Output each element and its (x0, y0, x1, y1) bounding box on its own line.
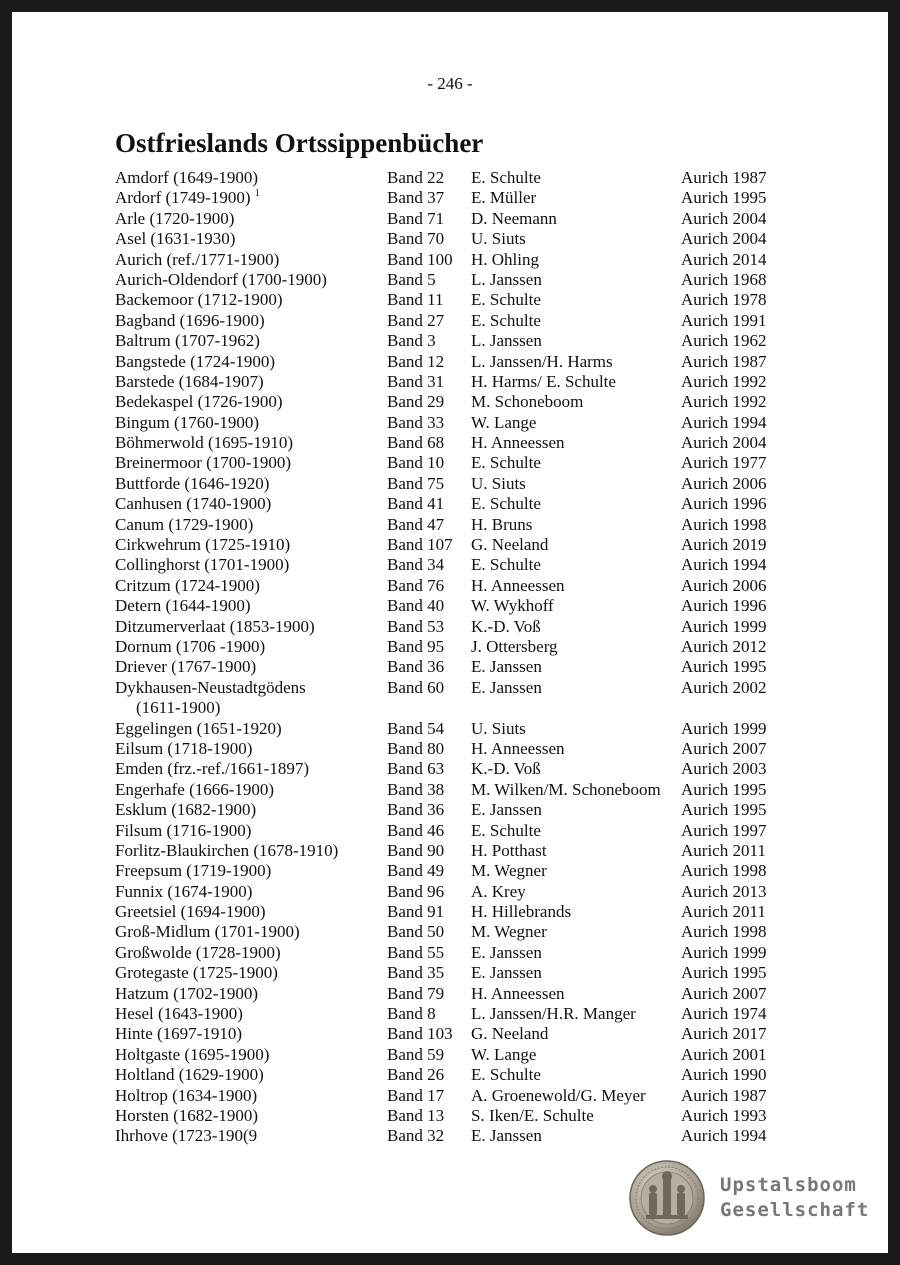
entry-publication: Aurich 1992 (681, 371, 767, 391)
entry-publication: Aurich 1977 (681, 453, 767, 473)
list-item (115, 1045, 795, 1065)
entry-band: Band 53 (387, 616, 445, 636)
entry-publication: Aurich 1994 (681, 412, 767, 432)
page-number: - 246 - (427, 74, 473, 93)
entry-place-text: Emden (frz.-ref./1661-1897) (115, 759, 310, 779)
list-item (115, 861, 795, 881)
list-item (115, 922, 795, 942)
list-item (115, 209, 795, 229)
entry-place-text: Buttforde (1646-1920) (115, 473, 270, 493)
logo-line-1: Upstalsboom (720, 1174, 857, 1196)
entry-publication: Aurich 1996 (681, 596, 767, 616)
entry-place-text: Filsum (1716-1900) (115, 820, 252, 840)
entry-author: D. Neemann (471, 208, 557, 228)
entry-band: Band 41 (387, 494, 445, 514)
entry-place (115, 800, 385, 820)
entry-band: Band 100 (387, 249, 453, 269)
entry-band: Band 59 (387, 1044, 445, 1064)
entry-author: L. Janssen/H. Harms (471, 351, 613, 371)
entry-place-text: Aurich-Oldendorf (1700-1900) (115, 269, 327, 289)
entry-band: Band 12 (387, 351, 445, 371)
entry-author: E. Janssen (471, 677, 542, 697)
entry-place-text: Grotegaste (1725-1900) (115, 963, 278, 983)
entry-place-text: Holtrop (1634-1900) (115, 1085, 258, 1105)
entry-place-text: Eilsum (1718-1900) (115, 738, 253, 758)
entry-band: Band 79 (387, 983, 445, 1003)
entry-place (115, 719, 385, 739)
entry-band: Band 36 (387, 657, 445, 677)
entry-place (115, 229, 385, 249)
entry-publication: Aurich 2017 (681, 1024, 767, 1044)
entry-band: Band 49 (387, 861, 445, 881)
entry-place-text: Horsten (1682-1900) (115, 1105, 259, 1125)
entry-band: Band 10 (387, 453, 445, 473)
entry-author: E. Janssen (471, 800, 542, 820)
entry-publication: Aurich 1987 (681, 351, 767, 371)
list-item (115, 739, 795, 759)
entry-band: Band 37 (387, 188, 445, 208)
entry-place-text: Hesel (1643-1900) (115, 1004, 243, 1024)
entry-place (115, 433, 385, 453)
entry-band: Band 3 (387, 331, 436, 351)
entry-publication: Aurich 1999 (681, 718, 767, 738)
entry-place (115, 1065, 385, 1085)
list-item (115, 1126, 795, 1146)
entry-band: Band 32 (387, 1126, 445, 1146)
entry-author: H. Anneessen (471, 983, 565, 1003)
entry-publication: Aurich 1995 (681, 779, 767, 799)
entry-band: Band 27 (387, 310, 445, 330)
entry-publication: Aurich 2001 (681, 1044, 767, 1064)
entry-publication: Aurich 2003 (681, 759, 767, 779)
entry-author: M. Wilken/M. Schoneboom (471, 779, 661, 799)
entry-publication: Aurich 2004 (681, 433, 767, 453)
entry-author: U. Siuts (471, 473, 526, 493)
entry-place-text: Hinte (1697-1910) (115, 1024, 243, 1044)
entry-band: Band 5 (387, 269, 436, 289)
list-item (115, 229, 795, 249)
entry-place-text: Collinghorst (1701-1900) (115, 555, 290, 575)
entry-place-text: Hatzum (1702-1900) (115, 983, 259, 1003)
entry-author: E. Schulte (471, 168, 541, 187)
entry-place (115, 759, 385, 779)
entry-publication: Aurich 1991 (681, 310, 767, 330)
entry-place-text: Bagband (1696-1900) (115, 310, 265, 330)
entry-author: A. Groenewold/G. Meyer (471, 1085, 646, 1105)
list-item (115, 1065, 795, 1085)
entry-place (115, 780, 385, 800)
entry-band: Band 91 (387, 902, 445, 922)
entry-place (115, 922, 385, 942)
entry-place (115, 963, 385, 983)
entry-publication: Aurich 1995 (681, 188, 767, 208)
logo-text (720, 1173, 869, 1223)
entry-band: Band 22 (387, 168, 445, 187)
list-item (115, 963, 795, 983)
entry-place-text: Dornum (1706 -1900) (115, 636, 266, 656)
entry-place (115, 1004, 385, 1024)
entry-band: Band 17 (387, 1085, 445, 1105)
list-item (115, 821, 795, 841)
list-item (115, 617, 795, 637)
list-item (115, 270, 795, 290)
entry-place-text: Ditzumerverlaat (1853-1900) (115, 616, 315, 636)
entry-place (115, 311, 385, 331)
entry-place (115, 453, 385, 473)
list-item (115, 800, 795, 820)
entry-band: Band 31 (387, 371, 445, 391)
entry-place-text: Bedekaspel (1726-1900) (115, 392, 283, 412)
entry-place (115, 1024, 385, 1044)
entry-place (115, 209, 385, 229)
entry-place-text: Backemoor (1712-1900) (115, 290, 283, 310)
entry-publication: Aurich 2019 (681, 535, 767, 555)
entry-publication: Aurich 2011 (681, 840, 766, 860)
entry-band: Band 95 (387, 636, 445, 656)
entry-author: E. Schulte (471, 290, 541, 310)
entry-publication: Aurich 1997 (681, 820, 767, 840)
entry-band: Band 54 (387, 718, 445, 738)
entry-publication: Aurich 2004 (681, 229, 767, 249)
entry-band: Band 50 (387, 922, 445, 942)
entry-place-text: Dykhausen-Neustadtgödens (115, 677, 306, 697)
entry-band: Band 103 (387, 1024, 453, 1044)
list-item (115, 555, 795, 575)
entry-author: G. Neeland (471, 1024, 549, 1044)
entry-place-text: Forlitz-Blaukirchen (1678-1910) (115, 840, 339, 860)
entry-author: E. Schulte (471, 555, 541, 575)
entry-place (115, 617, 385, 637)
entry-author: E. Schulte (471, 820, 541, 840)
entry-publication: Aurich 1999 (681, 942, 767, 962)
entry-band: Band 8 (387, 1004, 436, 1024)
upstalsboom-seal-icon (628, 1159, 706, 1237)
entry-place (115, 1126, 385, 1146)
entry-band: Band 60 (387, 677, 445, 697)
entry-place (115, 535, 385, 555)
entry-publication: Aurich 1978 (681, 290, 767, 310)
entry-band: Band 33 (387, 412, 445, 432)
list-item (115, 984, 795, 1004)
entry-publication: Aurich 1994 (681, 1126, 767, 1146)
entry-place-text: Böhmerwold (1695-1910) (115, 433, 294, 453)
entry-place (115, 984, 385, 1004)
list-item (115, 290, 795, 310)
entry-place-text: Holtland (1629-1900) (115, 1065, 264, 1085)
entry-publication: Aurich 1995 (681, 800, 767, 820)
entry-band: Band 55 (387, 942, 445, 962)
list-item (115, 657, 795, 677)
list-item (115, 1004, 795, 1024)
entry-band: Band 40 (387, 596, 445, 616)
entry-band: Band 71 (387, 208, 445, 228)
entry-band: Band 29 (387, 392, 445, 412)
entry-publication: Aurich 1987 (681, 168, 767, 187)
entry-place (115, 678, 385, 719)
entry-author: S. Iken/E. Schulte (471, 1105, 594, 1125)
entry-band: Band 47 (387, 514, 445, 534)
entry-publication: Aurich 1993 (681, 1105, 767, 1125)
entry-band: Band 36 (387, 800, 445, 820)
entry-band: Band 90 (387, 840, 445, 860)
entry-place-text: Driever (1767-1900) (115, 657, 257, 677)
entry-author: W. Wykhoff (471, 596, 554, 616)
entry-place (115, 494, 385, 514)
list-item (115, 392, 795, 412)
entry-place-text: Eggelingen (1651-1920) (115, 718, 282, 738)
entry-place-text: Arle (1720-1900) (115, 208, 235, 228)
entry-place (115, 555, 385, 575)
entry-place (115, 596, 385, 616)
entry-publication: Aurich 1990 (681, 1065, 767, 1085)
entry-publication: Aurich 2013 (681, 881, 767, 901)
entry-publication: Aurich 2011 (681, 902, 766, 922)
entry-place (115, 637, 385, 657)
list-item (115, 943, 795, 963)
entry-place (115, 515, 385, 535)
list-item (115, 902, 795, 922)
page-title: Ostfrieslands Ortssippenbücher (115, 128, 484, 158)
entry-author: L. Janssen (471, 331, 542, 351)
entry-publication: Aurich 1987 (681, 1085, 767, 1105)
entry-publication: Aurich 1998 (681, 861, 767, 881)
entry-place (115, 392, 385, 412)
list-item (115, 168, 795, 188)
entry-author: H. Bruns (471, 514, 533, 534)
entry-place (115, 943, 385, 963)
entry-place (115, 739, 385, 759)
entry-place-text: Greetsiel (1694-1900) (115, 902, 266, 922)
entry-publication: Aurich 1995 (681, 657, 767, 677)
entry-author: M. Schoneboom (471, 392, 584, 412)
entry-publication: Aurich 2007 (681, 738, 767, 758)
entry-publication: Aurich 1995 (681, 963, 767, 983)
list-item (115, 678, 795, 719)
entry-author: E. Janssen (471, 963, 542, 983)
entry-place-text: Critzum (1724-1900) (115, 575, 260, 595)
entry-place (115, 168, 385, 188)
document-page (12, 12, 888, 1253)
entry-author: H. Anneessen (471, 433, 565, 453)
list-item (115, 515, 795, 535)
entry-author: A. Krey (471, 881, 526, 901)
entry-author: E. Schulte (471, 453, 541, 473)
entry-band: Band 11 (387, 290, 444, 310)
entry-place (115, 188, 385, 208)
entry-author: L. Janssen (471, 269, 542, 289)
list-item (115, 1086, 795, 1106)
entry-publication: Aurich 2006 (681, 473, 767, 493)
entry-band: Band 46 (387, 820, 445, 840)
entry-place-text: Canhusen (1740-1900) (115, 494, 272, 514)
entry-place-text: Groß-Midlum (1701-1900) (115, 922, 300, 942)
entry-author: H. Harms/ E. Schulte (471, 371, 616, 391)
entry-place-text: Detern (1644-1900) (115, 596, 251, 616)
list-item (115, 637, 795, 657)
list-item (115, 1106, 795, 1126)
footnote-marker: 1 (254, 187, 260, 199)
entry-publication: Aurich 2004 (681, 208, 767, 228)
entry-publication: Aurich 1968 (681, 269, 767, 289)
entry-place-text: Canum (1729-1900) (115, 514, 254, 534)
entry-publication: Aurich 1992 (681, 392, 767, 412)
logo-line-2: Gesellschaft (720, 1199, 870, 1221)
entry-place-text: Großwolde (1728-1900) (115, 942, 281, 962)
list-item (115, 719, 795, 739)
entry-author: W. Lange (471, 1044, 537, 1064)
entry-author: M. Wegner (471, 861, 547, 881)
entry-publication: Aurich 1974 (681, 1004, 767, 1024)
entry-band: Band 70 (387, 229, 445, 249)
society-logo (628, 1159, 873, 1239)
entry-publication: Aurich 2002 (681, 677, 767, 697)
entry-place-text: Baltrum (1707-1962) (115, 331, 260, 351)
entry-place-text: Aurich (ref./1771-1900) (115, 249, 280, 269)
entry-publication: Aurich 2007 (681, 983, 767, 1003)
entry-place-continuation: (1611-1900) (136, 698, 221, 718)
entry-place (115, 657, 385, 677)
entry-author: K.-D. Voß (471, 759, 541, 779)
entry-publication: Aurich 1999 (681, 616, 767, 636)
entry-place-text: Engerhafe (1666-1900) (115, 779, 275, 799)
entry-author: U. Siuts (471, 718, 526, 738)
entry-place-text: Bangstede (1724-1900) (115, 351, 276, 371)
entry-author: E. Janssen (471, 942, 542, 962)
list-item (115, 841, 795, 861)
entry-place-text: Ardorf (1749-1900) (115, 188, 251, 208)
list-item (115, 576, 795, 596)
entry-place (115, 1045, 385, 1065)
entry-place (115, 290, 385, 310)
entry-place (115, 882, 385, 902)
entry-author: L. Janssen/H.R. Manger (471, 1004, 636, 1024)
entry-place (115, 331, 385, 351)
entry-place-text: Holtgaste (1695-1900) (115, 1044, 270, 1064)
list-item (115, 188, 795, 208)
entry-band: Band 26 (387, 1065, 445, 1085)
entry-place (115, 1106, 385, 1126)
entry-place (115, 902, 385, 922)
entry-band: Band 68 (387, 433, 445, 453)
entry-publication: Aurich 1962 (681, 331, 767, 351)
entries-list (115, 168, 795, 1147)
entry-band: Band 63 (387, 759, 445, 779)
entry-place (115, 821, 385, 841)
entry-place-text: Cirkwehrum (1725-1910) (115, 535, 291, 555)
entry-author: H. Anneessen (471, 738, 565, 758)
entry-place (115, 270, 385, 290)
entry-author: J. Ottersberg (471, 636, 558, 656)
entry-place-text: Freepsum (1719-1900) (115, 861, 272, 881)
entry-place (115, 841, 385, 861)
entry-publication: Aurich 2012 (681, 636, 767, 656)
entry-place-text: Funnix (1674-1900) (115, 881, 253, 901)
entry-author: M. Wegner (471, 922, 547, 942)
entry-place (115, 352, 385, 372)
entry-band: Band 35 (387, 963, 445, 983)
list-item (115, 1024, 795, 1044)
list-item (115, 453, 795, 473)
entry-author: K.-D. Voß (471, 616, 541, 636)
entry-publication: Aurich 1998 (681, 514, 767, 534)
entry-author: H. Hillebrands (471, 902, 572, 922)
entry-author: G. Neeland (471, 535, 549, 555)
list-item (115, 759, 795, 779)
list-item (115, 596, 795, 616)
entry-place (115, 1086, 385, 1106)
entry-place (115, 576, 385, 596)
entry-band: Band 107 (387, 535, 453, 555)
entry-author: H. Ohling (471, 249, 539, 269)
entry-band: Band 13 (387, 1105, 445, 1125)
entry-place-text: Ihrhove (1723-190(9 (115, 1126, 258, 1146)
entry-place (115, 250, 385, 270)
entry-author: E. Schulte (471, 1065, 541, 1085)
list-item (115, 882, 795, 902)
list-item (115, 311, 795, 331)
entry-band: Band 34 (387, 555, 445, 575)
entry-band: Band 96 (387, 881, 445, 901)
entry-author: H. Anneessen (471, 575, 565, 595)
entry-author: E. Janssen (471, 1126, 542, 1146)
entry-place-text: Barstede (1684-1907) (115, 371, 264, 391)
entry-author: E. Schulte (471, 494, 541, 514)
entry-author: E. Janssen (471, 657, 542, 677)
entry-author: H. Potthast (471, 840, 547, 860)
entry-band: Band 38 (387, 779, 445, 799)
entry-place (115, 861, 385, 881)
entry-band: Band 80 (387, 738, 445, 758)
list-item (115, 474, 795, 494)
list-item (115, 372, 795, 392)
entry-author: W. Lange (471, 412, 537, 432)
list-item (115, 331, 795, 351)
entry-place-text: Breinermoor (1700-1900) (115, 453, 292, 473)
entry-band: Band 75 (387, 473, 445, 493)
entry-place (115, 474, 385, 494)
entry-author: E. Schulte (471, 310, 541, 330)
entry-place-text: Esklum (1682-1900) (115, 800, 257, 820)
entry-publication: Aurich 1996 (681, 494, 767, 514)
list-item (115, 494, 795, 514)
entry-publication: Aurich 1998 (681, 922, 767, 942)
list-item (115, 433, 795, 453)
entry-publication: Aurich 2014 (681, 249, 767, 269)
entry-band: Band 76 (387, 575, 445, 595)
entry-publication: Aurich 1994 (681, 555, 767, 575)
entry-author: E. Müller (471, 188, 537, 208)
entry-publication: Aurich 2006 (681, 575, 767, 595)
list-item (115, 413, 795, 433)
entry-place (115, 372, 385, 392)
list-item (115, 352, 795, 372)
entry-place (115, 413, 385, 433)
list-item (115, 535, 795, 555)
entry-place-text: Bingum (1760-1900) (115, 412, 260, 432)
entry-place-text: Amdorf (1649-1900) (115, 168, 259, 187)
entry-place-text: Asel (1631-1930) (115, 229, 236, 249)
entry-author: U. Siuts (471, 229, 526, 249)
list-item (115, 250, 795, 270)
list-item (115, 780, 795, 800)
